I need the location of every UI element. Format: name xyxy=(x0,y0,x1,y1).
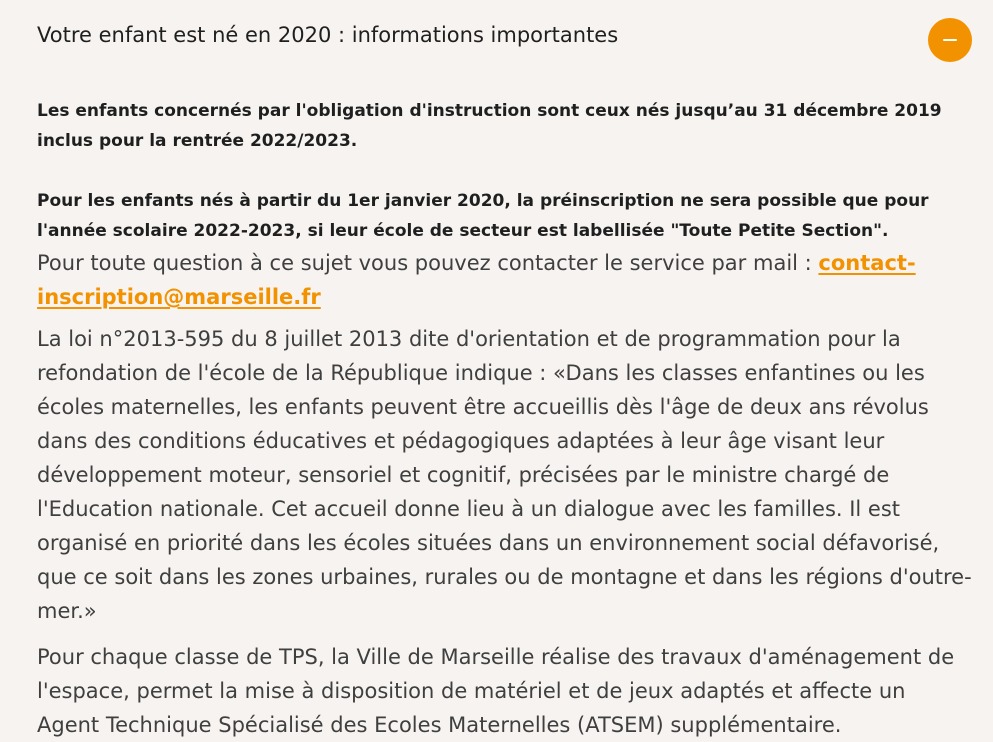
notice-birth-2020: Pour les enfants nés à partir du 1er janvier 2020, la préinscription ne sera possible que pour l'année scolaire 2022-2023, si leur école de secteur est labellisée "Toute Petite Section". xyxy=(37,191,929,241)
accordion-content xyxy=(37,96,972,742)
collapse-button[interactable] xyxy=(928,18,972,62)
accordion-title[interactable]: Votre enfant est né en 2020 : informations importantes xyxy=(37,23,619,47)
tps-paragraph: Pour chaque classe de TPS, la Ville de Marseille réalise des travaux d'aménagement de l'espace, permet la mise à disposition de matériel et de jeux adaptés et affecte un Agent Technique Spécialisé des Ecoles Maternelles (ATSEM) supplémentaire. xyxy=(37,645,955,737)
minus-icon xyxy=(943,39,957,41)
notice-birth-2019: Les enfants concernés par l'obligation d'instruction sont ceux nés jusqu’au 31 décembre 2019 inclus pour la rentrée 2022/2023. xyxy=(37,101,942,151)
contact-text: Pour toute question à ce sujet vous pouvez contacter le service par mail : xyxy=(37,251,819,275)
contact-email-link[interactable]: contact-inscription@marseille.fr xyxy=(37,251,916,309)
accordion-header[interactable] xyxy=(37,18,972,62)
contact-paragraph xyxy=(37,246,972,314)
law-paragraph: La loi n°2013-595 du 8 juillet 2013 dite d'orientation et de programmation pour la refondation de l'école de la République indique : «Dans les classes enfantines ou les écoles maternelles, les enfants peuvent être accueillis dès l'âge de deux ans révolus dans des conditions éducatives et pédagogiques adaptées à leur âge visant leur développement moteur, sensoriel et cognitif, précisées par le ministre chargé de l'Education nationale. Cet accueil donne lieu à un dialogue avec les familles. Il est organisé en priorité dans les écoles situées dans un environnement social défavorisé, que ce soit dans les zones urbaines, rurales ou de montagne et dans les régions d'outre-mer.» xyxy=(37,327,972,623)
